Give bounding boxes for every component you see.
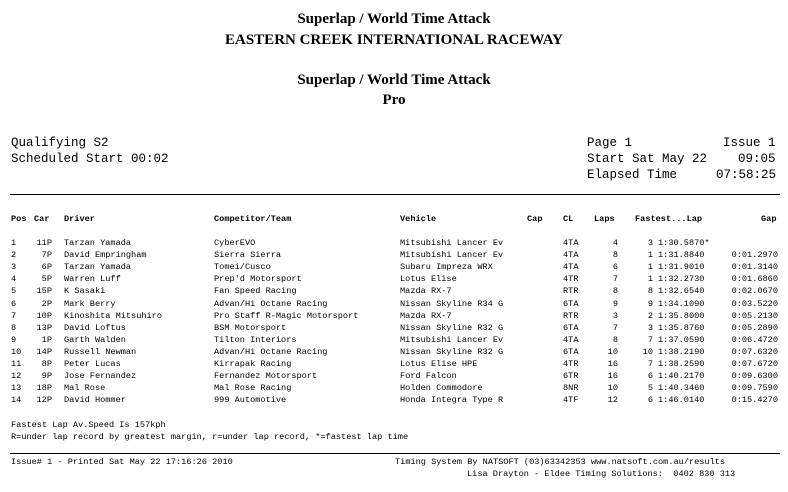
cell-laps: 16 bbox=[607, 359, 618, 369]
cell-car: 13P bbox=[36, 322, 52, 333]
cell-gap: 0:09.6300 bbox=[731, 371, 778, 382]
cell-gap: 0:05.2890 bbox=[731, 322, 778, 333]
cell-vehicle: Ford Falcon bbox=[400, 371, 457, 382]
cell-ftime: 1:31.8840 bbox=[658, 250, 705, 261]
fastest-avg-speed: Fastest Lap Av.Speed Is 157kph bbox=[11, 420, 166, 430]
cell-driver: Mal Rose bbox=[64, 383, 106, 394]
cell-cl: 4TA bbox=[563, 250, 579, 261]
cell-car: 15P bbox=[36, 286, 52, 297]
cell-gap: 0:01.3140 bbox=[731, 262, 778, 273]
cell-team: CyberEVO bbox=[214, 238, 256, 248]
col-fastest-lap: Fastest...Lap bbox=[635, 214, 703, 224]
cell-cl: 6TA bbox=[563, 298, 579, 309]
cell-flap: 6 bbox=[647, 371, 653, 382]
col-cl: CL bbox=[563, 214, 574, 224]
cell-car: 12P bbox=[36, 395, 52, 406]
cell-vehicle: Honda Integra Type R bbox=[400, 395, 504, 406]
page-number: Page 1 bbox=[587, 136, 633, 150]
cell-laps: 7 bbox=[612, 274, 618, 285]
cell-flap: 1 bbox=[647, 250, 653, 261]
cell-driver: Garth Walden bbox=[64, 334, 126, 345]
cell-ftime: 1:32.2730 bbox=[658, 274, 705, 285]
cell-flap: 7 bbox=[647, 334, 653, 345]
legend-note: R=under lap record by greatest margin, r=under lap record, *=fastest lap time bbox=[11, 432, 409, 442]
cell-flap: 3 bbox=[647, 238, 653, 248]
cell-cl: 6TA bbox=[563, 322, 579, 333]
cell-flap: 7 bbox=[647, 359, 653, 369]
cell-car: 2P bbox=[41, 298, 52, 309]
cell-ftime: 1:35.8760 bbox=[658, 322, 705, 333]
cell-car: 18P bbox=[36, 383, 52, 394]
cell-cl: 8NR bbox=[563, 383, 579, 394]
cell-cl: 6TA bbox=[563, 346, 579, 357]
cell-laps: 4 bbox=[612, 238, 618, 248]
cell-car: 9P bbox=[41, 371, 52, 382]
cell-team: BSM Motorsport bbox=[214, 322, 287, 333]
session-name: Qualifying S2 bbox=[11, 136, 109, 150]
cell-cl: 4TR bbox=[563, 359, 579, 369]
cell-car: 5P bbox=[41, 274, 52, 285]
cell-laps: 16 bbox=[607, 371, 618, 382]
issue-number: Issue 1 bbox=[723, 136, 776, 150]
cell-car: 11P bbox=[36, 238, 52, 248]
cell-cl: 4TA bbox=[563, 334, 579, 345]
cell-laps: 10 bbox=[607, 346, 618, 357]
cell-vehicle: Nissan Skyline R32 G bbox=[400, 322, 504, 333]
contact-info: Lisa Drayton - Eldee Timing Solutions: 0402 830 313 bbox=[467, 469, 736, 479]
cell-team: Sierra Sierra bbox=[214, 250, 282, 261]
cell-gap: 0:05.2130 bbox=[731, 310, 778, 321]
cell-laps: 9 bbox=[612, 298, 618, 309]
cell-gap: 0:01.2970 bbox=[731, 250, 778, 261]
cell-car: 6P bbox=[41, 262, 52, 273]
scheduled-start: Scheduled Start 00:02 bbox=[11, 152, 169, 166]
cell-gap: 0:03.5220 bbox=[731, 298, 778, 309]
cell-team: Prep'd Motorsport bbox=[214, 274, 302, 285]
cell-driver: Kinoshita Mitsuhiro bbox=[64, 310, 162, 321]
cell-gap: 0:07.6320 bbox=[731, 346, 778, 357]
cell-pos: 9 bbox=[11, 334, 17, 345]
col-laps: Laps bbox=[594, 214, 615, 224]
cell-car: 7P bbox=[41, 250, 52, 261]
cell-cl: 4TA bbox=[563, 262, 579, 273]
cell-team: 999 Automotive bbox=[214, 395, 287, 406]
cell-pos: 4 bbox=[11, 274, 17, 285]
cell-flap: 6 bbox=[647, 395, 653, 406]
cell-gap: 0:02.0670 bbox=[731, 286, 778, 297]
cell-laps: 3 bbox=[612, 310, 618, 321]
cell-pos: 6 bbox=[11, 298, 17, 309]
cell-laps: 6 bbox=[612, 262, 618, 273]
cell-vehicle: Lotus Elise bbox=[400, 274, 457, 285]
cell-team: Tilton Interiors bbox=[214, 334, 297, 345]
cell-flap: 2 bbox=[647, 310, 653, 321]
cell-team: Mal Rose Racing bbox=[214, 383, 292, 394]
cell-gap: 0:09.7590 bbox=[731, 383, 778, 394]
cell-laps: 8 bbox=[612, 334, 618, 345]
cell-flap: 5 bbox=[647, 383, 653, 394]
cell-car: 1P bbox=[41, 334, 52, 345]
cell-laps: 10 bbox=[607, 383, 618, 394]
cell-driver: Jose Fernandez bbox=[64, 371, 137, 382]
cell-cl: 4TF bbox=[563, 395, 579, 406]
cell-driver: Tarzan Yamada bbox=[64, 262, 132, 273]
cell-driver: Russell Newman bbox=[64, 346, 137, 357]
cell-vehicle: Mitsubishi Lancer Ev bbox=[400, 238, 504, 248]
cell-pos: 5 bbox=[11, 286, 17, 297]
cell-ftime: 1:31.9010 bbox=[658, 262, 705, 273]
cell-gap: 0:01.6860 bbox=[731, 274, 778, 285]
cell-ftime: 1:37.0590 bbox=[658, 334, 705, 345]
divider-bottom bbox=[10, 453, 780, 454]
cell-vehicle: Mitsubishi Lancer Ev bbox=[400, 334, 504, 345]
cell-driver: Peter Lucas bbox=[64, 359, 121, 369]
cell-car: 8P bbox=[41, 359, 52, 369]
cell-ftime: 1:40.2170 bbox=[658, 371, 705, 382]
cell-car: 10P bbox=[36, 310, 52, 321]
cell-laps: 12 bbox=[607, 395, 618, 406]
col-cap: Cap bbox=[527, 214, 543, 224]
cell-team: Advan/Hi Octane Racing bbox=[214, 346, 328, 357]
cell-vehicle: Mitsubishi Lancer Ev bbox=[400, 250, 504, 261]
cell-pos: 13 bbox=[11, 383, 22, 394]
cell-car: 14P bbox=[36, 346, 52, 357]
start-label: Start Sat May 22 bbox=[587, 152, 708, 166]
cell-flap: 1 bbox=[647, 262, 653, 273]
cell-pos: 7 bbox=[11, 310, 17, 321]
cell-cl: 4TR bbox=[563, 274, 579, 285]
cell-ftime: 1:32.6540 bbox=[658, 286, 705, 297]
cell-team: Kirrapak Racing bbox=[214, 359, 292, 369]
cell-driver: David Empringham bbox=[64, 250, 147, 261]
cell-vehicle: Mazda RX-7 bbox=[400, 286, 452, 297]
cell-cl: 6TR bbox=[563, 371, 579, 382]
cell-vehicle: Nissan Skyline R34 G bbox=[400, 298, 504, 309]
cell-driver: David Hommer bbox=[64, 395, 126, 406]
cell-ftime: 1:30.5870* bbox=[658, 238, 710, 248]
cell-pos: 2 bbox=[11, 250, 17, 261]
col-vehicle: Vehicle bbox=[400, 214, 437, 224]
cell-pos: 3 bbox=[11, 262, 17, 273]
elapsed-time: 07:58:25 bbox=[716, 168, 777, 182]
cell-ftime: 1:38.2590 bbox=[658, 359, 705, 369]
cell-gap: 0:06.4720 bbox=[731, 334, 778, 345]
cell-laps: 8 bbox=[612, 286, 618, 297]
cell-flap: 9 bbox=[647, 298, 653, 309]
cell-pos: 8 bbox=[11, 322, 17, 333]
timing-system-info: Timing System By NATSOFT (03)63342353 www.natsoft.com.au/results bbox=[395, 457, 726, 467]
cell-team: Fan Speed Racing bbox=[214, 286, 297, 297]
cell-ftime: 1:46.0140 bbox=[658, 395, 705, 406]
cell-cl: RTR bbox=[563, 310, 579, 321]
cell-driver: Mark Berry bbox=[64, 298, 116, 309]
cell-vehicle: Mazda RX-7 bbox=[400, 310, 452, 321]
cell-cl: 4TA bbox=[563, 238, 579, 248]
cell-flap: 3 bbox=[647, 322, 653, 333]
cell-gap: 0:15.4270 bbox=[731, 395, 778, 406]
col-pos: Pos bbox=[11, 214, 27, 224]
cell-flap: 8 bbox=[647, 286, 653, 297]
cell-vehicle: Subaru Impreza WRX bbox=[400, 262, 493, 273]
cell-pos: 12 bbox=[11, 371, 22, 382]
cell-vehicle: Lotus Elise HPE bbox=[400, 359, 478, 369]
cell-flap: 10 bbox=[642, 346, 653, 357]
cell-driver: Tarzan Yamada bbox=[64, 238, 132, 248]
cell-laps: 7 bbox=[612, 322, 618, 333]
cell-team: Pro Staff R-Magic Motorsport bbox=[214, 310, 359, 321]
cell-vehicle: Holden Commodore bbox=[400, 383, 483, 394]
cell-cl: RTR bbox=[563, 286, 579, 297]
cell-team: Fernandez Motorsport bbox=[214, 371, 318, 382]
divider-top bbox=[10, 194, 780, 195]
cell-laps: 8 bbox=[612, 250, 618, 261]
cell-ftime: 1:35.8000 bbox=[658, 310, 705, 321]
venue-title: EASTERN CREEK INTERNATIONAL RACEWAY bbox=[225, 32, 563, 48]
col-car: Car bbox=[34, 214, 50, 224]
printed-info: Issue# 1 - Printed Sat May 22 17:16:26 2010 bbox=[11, 457, 233, 467]
cell-flap: 1 bbox=[647, 274, 653, 285]
cell-driver: Warren Luff bbox=[64, 274, 121, 285]
cell-team: Tomei/Cusco bbox=[214, 262, 271, 273]
cell-driver: K Sasaki bbox=[64, 286, 106, 297]
class-title: Pro bbox=[382, 92, 406, 108]
cell-gap: 0:07.6720 bbox=[731, 359, 778, 369]
col-driver: Driver bbox=[64, 214, 95, 224]
cell-pos: 10 bbox=[11, 346, 22, 357]
cell-pos: 11 bbox=[11, 359, 22, 369]
cell-team: Advan/Hi Octane Racing bbox=[214, 298, 328, 309]
col-competitor: Competitor/Team bbox=[214, 214, 292, 224]
series-title: Superlap / World Time Attack bbox=[297, 72, 491, 88]
cell-ftime: 1:40.3460 bbox=[658, 383, 705, 394]
col-gap: Gap bbox=[761, 214, 777, 224]
start-time: 09:05 bbox=[738, 152, 776, 166]
elapsed-label: Elapsed Time bbox=[587, 168, 678, 182]
cell-pos: 1 bbox=[11, 238, 17, 248]
cell-vehicle: Nissan Skyline R32 G bbox=[400, 346, 504, 357]
cell-ftime: 1:38.2190 bbox=[658, 346, 705, 357]
cell-driver: David Loftus bbox=[64, 322, 126, 333]
event-title: Superlap / World Time Attack bbox=[297, 11, 491, 27]
cell-pos: 14 bbox=[11, 395, 22, 406]
cell-ftime: 1:34.1090 bbox=[658, 298, 705, 309]
